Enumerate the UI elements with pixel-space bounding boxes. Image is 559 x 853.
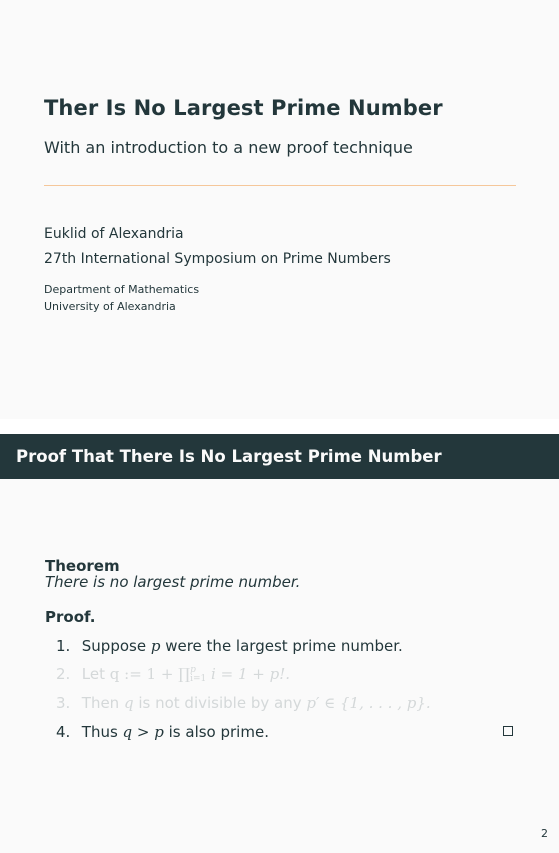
step-number: 3. <box>56 694 71 712</box>
proof-step-4 <box>56 723 269 741</box>
step-math: p′ ∈ {1, . . . , p}. <box>306 694 431 712</box>
frame-title-bar <box>0 434 559 479</box>
slide-subtitle: With an introduction to a new proof technique <box>44 138 413 157</box>
step-number: 1. <box>56 637 71 655</box>
event-name: 27th International Symposium on Prime Numbers <box>44 251 391 267</box>
author: Euklid of Alexandria <box>44 226 184 242</box>
institute-department: Department of Mathematics <box>44 283 200 296</box>
frame-title: Proof That There Is No Largest Prime Number <box>16 447 442 466</box>
step-math: q := 1 + ∏ <box>109 665 191 683</box>
proof-slide <box>0 434 559 853</box>
step-text: Let <box>81 665 110 683</box>
product-lower-limit: i=1 <box>190 673 207 684</box>
step-text: is also prime. <box>163 723 269 741</box>
proof-step-3 <box>56 694 431 712</box>
step-text: were the largest prime number. <box>160 637 403 655</box>
product-upper-limit: p <box>190 664 196 675</box>
title-slide <box>0 0 559 419</box>
step-math: i = 1 + p!. <box>206 665 290 683</box>
title-separator <box>44 185 516 186</box>
step-math: q <box>123 694 134 712</box>
step-text: Suppose <box>81 637 151 655</box>
proof-step-2 <box>56 665 290 684</box>
proof-label: Proof. <box>45 608 96 626</box>
theorem-text: There is no largest prime number. <box>45 573 301 591</box>
slide-title: Ther Is No Largest Prime Number <box>44 96 443 120</box>
institute-university: University of Alexandria <box>44 300 176 313</box>
proof-step-1 <box>56 637 403 655</box>
step-math: p <box>150 637 161 655</box>
step-number: 2. <box>56 665 71 683</box>
page-number: 2 <box>541 827 548 840</box>
step-text: Then <box>81 694 124 712</box>
step-number: 4. <box>56 723 71 741</box>
theorem-label: Theorem <box>45 557 120 575</box>
step-text: is not divisible by any <box>133 694 307 712</box>
step-text: Thus <box>81 723 123 741</box>
step-math: q > p <box>122 723 164 741</box>
qed-square-icon <box>503 726 513 736</box>
